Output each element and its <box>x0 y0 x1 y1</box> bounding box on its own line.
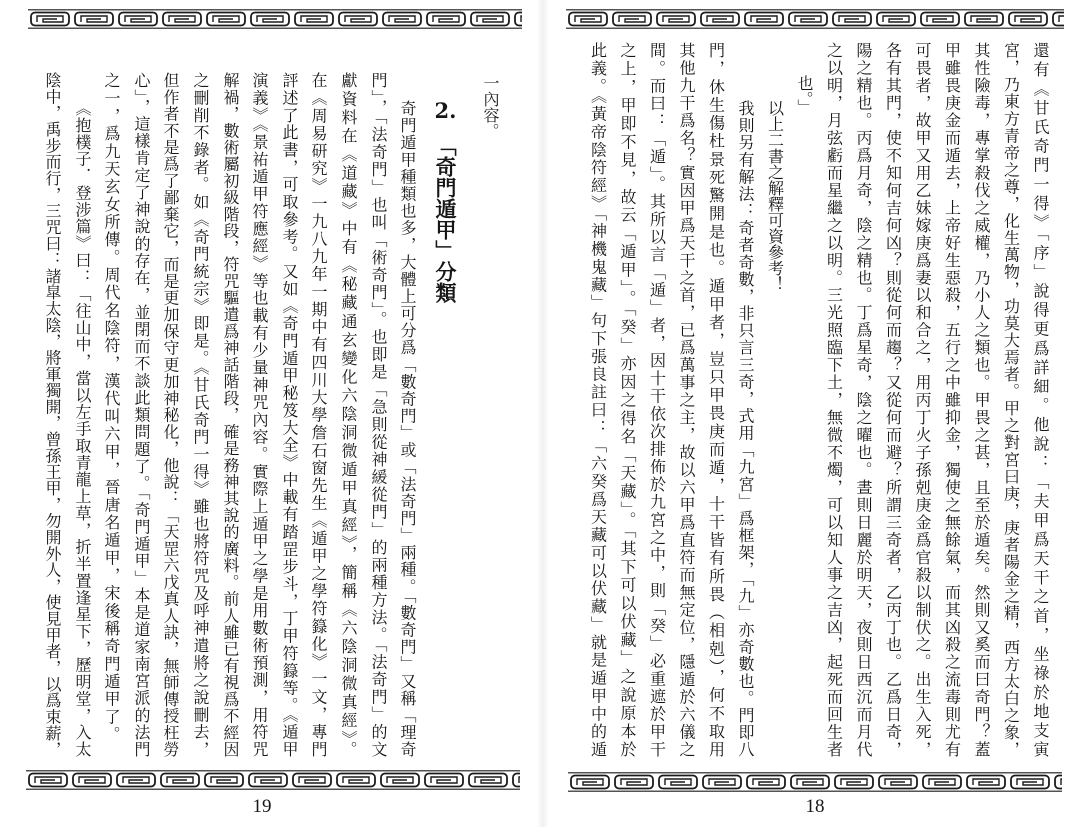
bottom-ornament-border <box>568 772 1062 792</box>
page-gutter <box>537 0 549 827</box>
page-number: 19 <box>252 796 272 817</box>
text-column: 甲雖畏庚金而遁去，上帝好生惡殺，五行之中雖抑金，獨使之無餘氣，而其凶殺之流毒則尤有 <box>942 42 962 757</box>
text-column: 《抱樸子．登涉篇》曰：「往山中，當以左手取青龍上草，折半置逢星下，歷明堂，入太 <box>73 100 92 757</box>
text-column: 各有其門，使不知何吉何凶？則從何而趨？又從何而避？所謂三奇者，乙丙丁也。乙爲日奇， <box>883 42 903 757</box>
text-column: 陰中，禹步而行，三咒曰：諸皐太陰，將軍獨開，曾孫王甲，勿開外人，使見甲者，以爲束薪， <box>43 72 62 757</box>
text-column: 我則另有解法：奇者奇數，非只言三奇，式用「九宮」爲框架，「九」亦奇數也。門即八 <box>736 100 755 757</box>
text-column: 奇門遁甲種類也多，大體上可分爲「數奇門」或「法奇門」兩種。「數奇門」又稱「理奇 <box>398 100 417 757</box>
text-column: 其他九干爲名？實因甲爲天干之首，已爲萬事之主，故以六甲爲直符而無定位，隱遁於六儀之 <box>677 42 696 757</box>
text-column: 演義》《景祐遁甲符應經》等也載有少量神咒內容。實際上遁甲之學是用數術預測，用符咒 <box>250 72 269 757</box>
text-column: 宮，乃東方青帝之尊，化生萬物，功莫大焉者。甲之對宮曰庚，庚者陽金之精，西方太白之象， <box>1001 42 1021 757</box>
text-column: 獻資料在《道藏》中有《秘藏通玄變化六陰洞微遁甲真經》，簡稱《六陰洞微真經》。 <box>339 72 358 757</box>
text-column: 可畏者，故甲又用乙妹嫁庚爲妻以和合之，用丙丁火子孫剋庚金爲官殺以制伏之。出生入死， <box>913 42 932 757</box>
top-ornament-border <box>28 9 522 29</box>
text-column: 在《周易研究》一九八九年一期中有四川大學詹石窗先生《遁甲之學符籙化》一文，專門 <box>309 72 328 757</box>
top-ornament-border <box>566 9 1064 29</box>
bottom-ornament-border <box>26 770 520 790</box>
text-column: 之上，甲即不見，故云「遁甲」。「癸」亦因之得名「天藏」。「其下可以伏藏」之說原本於 <box>618 42 637 757</box>
text-column: 還有《甘氏奇門一得》「序」說得更爲詳細。他說：「夫甲爲天干之首，坐祿於地支寅 <box>1031 42 1050 757</box>
page-number: 18 <box>805 796 825 817</box>
text-column: 之刪削不錄者。如《奇門統宗》即是。《甘氏奇門一得》雖也將符咒及呼神遣將之說刪去， <box>191 72 210 757</box>
text-column: 其性險毒，專掌殺伐之威權，乃小人之類也。甲畏之甚，且至於遁矣。然則又奚而曰奇門？蓋 <box>972 42 991 757</box>
text-column: 之以明，月弦虧而星繼之以明。三光照臨下土，無微不燭，可以知人事之吉凶，起死而回生者 <box>824 42 844 757</box>
continued-text-column: 一內容。 <box>481 75 500 139</box>
section-number: 2. <box>434 100 457 121</box>
text-column: 解禍，數術屬初級階段，符咒驅遣爲神話階段，確是務神其說的廣料。前人雖已有視爲不經因 <box>221 72 240 757</box>
text-column: 間。而曰：「遁」。其所以言「遁」者，因十干依次排佈於九宮之中，則「癸」必重遮於甲干 <box>647 42 667 757</box>
text-column: 也。」 <box>795 75 814 115</box>
text-column: 門，休生傷杜景死驚開是也。遁甲者，豈只甲畏庚而遁，十干皆有所畏（相剋），何不取用 <box>706 42 726 757</box>
text-column: 以上二書之解釋可資參考！ <box>765 100 785 292</box>
text-column: 之一，爲九天玄女所傳。周代名陰符，漢代叫六甲，晉唐名遁甲，宋後稱奇門遁甲了。 <box>102 72 121 742</box>
text-column: 此義。《黃帝陰符經》「神機鬼藏」句下張良註曰：「六癸爲天藏可以伏藏」就是遁甲中的遁 <box>588 42 608 757</box>
section-title: 「奇門遁甲」分類 <box>433 135 458 303</box>
text-column: 評述了此書，可取參考。又如《奇門遁甲秘笈大全》中載有踏罡步斗，丁甲符籙等。《遁甲 <box>280 72 299 757</box>
text-column: 但作者不是爲了鄙棄它，而是更加保守更加神秘化，他說：「天罡六戊真人訣，無師傳授枉勞 <box>161 72 180 757</box>
section-heading <box>430 100 460 303</box>
text-column: 心」，這樣肯定了神說的存在，並閉而不談此類問題了。「奇門遁甲」本是道家南宮派的法門 <box>132 72 151 757</box>
right-page <box>543 0 1086 827</box>
text-column: 陽之精也。丙爲月奇，陰之精也。丁爲星奇，陰之曜也。晝則日麗於明天，夜則日西沉而月代 <box>854 42 873 757</box>
text-column: 門」，「法奇門」也叫「術奇門」。也即是「急則從神緩從門」的兩種方法。「法奇門」的文 <box>369 72 388 757</box>
